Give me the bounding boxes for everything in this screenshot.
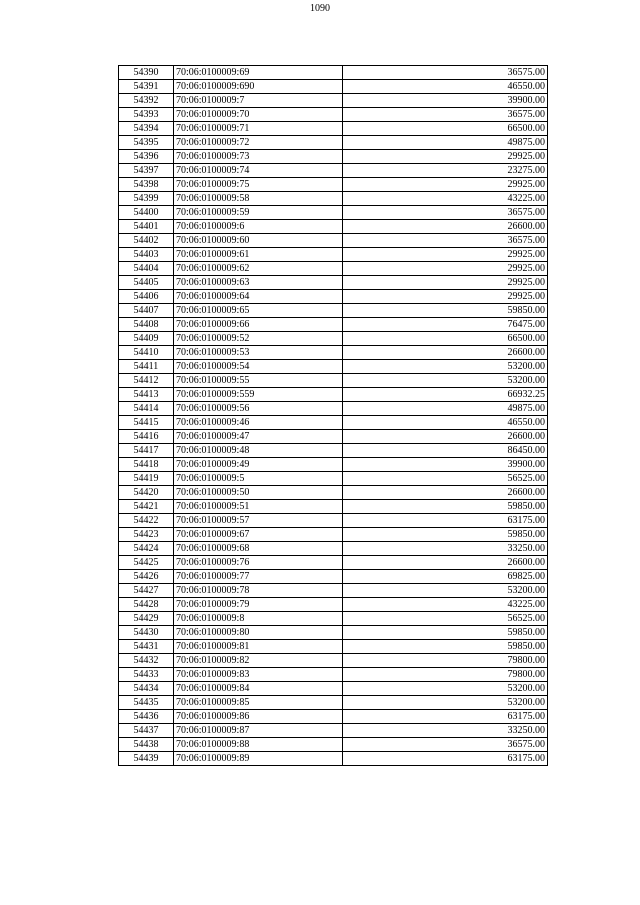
- page-number: 1090: [310, 3, 330, 14]
- row-number-cell: 54396: [119, 150, 174, 164]
- cadastral-number-cell: 70:06:0100009:54: [174, 360, 343, 374]
- row-number-cell: 54406: [119, 290, 174, 304]
- cadastral-number-cell: 70:06:0100009:49: [174, 458, 343, 472]
- row-number-cell: 54402: [119, 234, 174, 248]
- table-row: [119, 416, 548, 430]
- table-row: [119, 612, 548, 626]
- value-cell: 56525.00: [343, 472, 548, 486]
- cadastral-number-cell: 70:06:0100009:46: [174, 416, 343, 430]
- row-number-cell: 54395: [119, 136, 174, 150]
- value-cell: 86450.00: [343, 444, 548, 458]
- cadastral-number-cell: 70:06:0100009:57: [174, 514, 343, 528]
- value-cell: 56525.00: [343, 612, 548, 626]
- value-cell: 23275.00: [343, 164, 548, 178]
- row-number-cell: 54425: [119, 556, 174, 570]
- row-number-cell: 54435: [119, 696, 174, 710]
- row-number-cell: 54412: [119, 374, 174, 388]
- table-row: [119, 668, 548, 682]
- value-cell: 59850.00: [343, 500, 548, 514]
- table-row: [119, 192, 548, 206]
- row-number-cell: 54415: [119, 416, 174, 430]
- row-number-cell: 54418: [119, 458, 174, 472]
- cadastral-number-cell: 70:06:0100009:84: [174, 682, 343, 696]
- value-cell: 46550.00: [343, 416, 548, 430]
- cadastral-number-cell: 70:06:0100009:67: [174, 528, 343, 542]
- row-number-cell: 54405: [119, 276, 174, 290]
- cadastral-number-cell: 70:06:0100009:52: [174, 332, 343, 346]
- value-cell: 66932.25: [343, 388, 548, 402]
- row-number-cell: 54411: [119, 360, 174, 374]
- cadastral-number-cell: 70:06:0100009:55: [174, 374, 343, 388]
- table-row: [119, 332, 548, 346]
- table-row: [119, 150, 548, 164]
- value-cell: 33250.00: [343, 724, 548, 738]
- value-cell: 26600.00: [343, 346, 548, 360]
- cadastral-number-cell: 70:06:0100009:58: [174, 192, 343, 206]
- value-cell: 66500.00: [343, 122, 548, 136]
- cadastral-number-cell: 70:06:0100009:51: [174, 500, 343, 514]
- cadastral-number-cell: 70:06:0100009:83: [174, 668, 343, 682]
- row-number-cell: 54398: [119, 178, 174, 192]
- value-cell: 46550.00: [343, 80, 548, 94]
- table-row: [119, 94, 548, 108]
- value-cell: 26600.00: [343, 430, 548, 444]
- cadastral-number-cell: 70:06:0100009:7: [174, 94, 343, 108]
- cadastral-number-cell: 70:06:0100009:56: [174, 402, 343, 416]
- table-row: [119, 500, 548, 514]
- table-row: [119, 486, 548, 500]
- table-row: [119, 346, 548, 360]
- value-cell: 59850.00: [343, 626, 548, 640]
- table-row: [119, 584, 548, 598]
- cadastral-number-cell: 70:06:0100009:8: [174, 612, 343, 626]
- row-number-cell: 54431: [119, 640, 174, 654]
- cadastral-number-cell: 70:06:0100009:65: [174, 304, 343, 318]
- row-number-cell: 54392: [119, 94, 174, 108]
- cadastral-number-cell: 70:06:0100009:74: [174, 164, 343, 178]
- cadastral-number-cell: 70:06:0100009:62: [174, 262, 343, 276]
- table-row: [119, 304, 548, 318]
- row-number-cell: 54428: [119, 598, 174, 612]
- value-cell: 53200.00: [343, 374, 548, 388]
- row-number-cell: 54400: [119, 206, 174, 220]
- value-cell: 76475.00: [343, 318, 548, 332]
- cadastral-number-cell: 70:06:0100009:73: [174, 150, 343, 164]
- cadastral-number-cell: 70:06:0100009:59: [174, 206, 343, 220]
- table-row: [119, 178, 548, 192]
- table-row: [119, 66, 548, 80]
- cadastral-number-cell: 70:06:0100009:47: [174, 430, 343, 444]
- value-cell: 36575.00: [343, 234, 548, 248]
- row-number-cell: 54414: [119, 402, 174, 416]
- table-row: [119, 556, 548, 570]
- cadastral-number-cell: 70:06:0100009:75: [174, 178, 343, 192]
- value-cell: 69825.00: [343, 570, 548, 584]
- cadastral-number-cell: 70:06:0100009:48: [174, 444, 343, 458]
- table-row: [119, 318, 548, 332]
- value-cell: 26600.00: [343, 556, 548, 570]
- value-cell: 29925.00: [343, 290, 548, 304]
- table-row: [119, 738, 548, 752]
- cadastral-number-cell: 70:06:0100009:78: [174, 584, 343, 598]
- value-cell: 36575.00: [343, 738, 548, 752]
- row-number-cell: 54437: [119, 724, 174, 738]
- table-row: [119, 626, 548, 640]
- row-number-cell: 54438: [119, 738, 174, 752]
- row-number-cell: 54433: [119, 668, 174, 682]
- value-cell: 26600.00: [343, 220, 548, 234]
- row-number-cell: 54423: [119, 528, 174, 542]
- cadastral-number-cell: 70:06:0100009:86: [174, 710, 343, 724]
- row-number-cell: 54401: [119, 220, 174, 234]
- row-number-cell: 54439: [119, 752, 174, 766]
- row-number-cell: 54390: [119, 66, 174, 80]
- cadastral-number-cell: 70:06:0100009:88: [174, 738, 343, 752]
- cadastral-number-cell: 70:06:0100009:70: [174, 108, 343, 122]
- table-row: [119, 136, 548, 150]
- value-cell: 66500.00: [343, 332, 548, 346]
- table-row: [119, 248, 548, 262]
- table-row: [119, 206, 548, 220]
- row-number-cell: 54413: [119, 388, 174, 402]
- table-row: [119, 360, 548, 374]
- row-number-cell: 54417: [119, 444, 174, 458]
- table-row: [119, 598, 548, 612]
- row-number-cell: 54430: [119, 626, 174, 640]
- table-row: [119, 374, 548, 388]
- table-row: [119, 654, 548, 668]
- row-number-cell: 54422: [119, 514, 174, 528]
- cadastral-number-cell: 70:06:0100009:72: [174, 136, 343, 150]
- row-number-cell: 54420: [119, 486, 174, 500]
- cadastral-number-cell: 70:06:0100009:64: [174, 290, 343, 304]
- table-row: [119, 108, 548, 122]
- table-row: [119, 514, 548, 528]
- cadastral-number-cell: 70:06:0100009:60: [174, 234, 343, 248]
- value-cell: 63175.00: [343, 752, 548, 766]
- value-cell: 49875.00: [343, 136, 548, 150]
- value-cell: 43225.00: [343, 598, 548, 612]
- row-number-cell: 54394: [119, 122, 174, 136]
- value-cell: 29925.00: [343, 248, 548, 262]
- cadastral-number-cell: 70:06:0100009:89: [174, 752, 343, 766]
- row-number-cell: 54419: [119, 472, 174, 486]
- table-row: [119, 388, 548, 402]
- value-cell: 59850.00: [343, 528, 548, 542]
- value-cell: 43225.00: [343, 192, 548, 206]
- cadastral-number-cell: 70:06:0100009:66: [174, 318, 343, 332]
- table-row: [119, 220, 548, 234]
- row-number-cell: 54408: [119, 318, 174, 332]
- value-cell: 36575.00: [343, 108, 548, 122]
- row-number-cell: 54432: [119, 654, 174, 668]
- cadastral-number-cell: 70:06:0100009:85: [174, 696, 343, 710]
- cadastral-number-cell: 70:06:0100009:76: [174, 556, 343, 570]
- cadastral-number-cell: 70:06:0100009:6: [174, 220, 343, 234]
- value-cell: 29925.00: [343, 178, 548, 192]
- table-row: [119, 682, 548, 696]
- table-row: [119, 570, 548, 584]
- row-number-cell: 54416: [119, 430, 174, 444]
- value-cell: 39900.00: [343, 94, 548, 108]
- value-cell: 49875.00: [343, 402, 548, 416]
- row-number-cell: 54426: [119, 570, 174, 584]
- row-number-cell: 54410: [119, 346, 174, 360]
- table-row: [119, 528, 548, 542]
- row-number-cell: 54421: [119, 500, 174, 514]
- value-cell: 29925.00: [343, 150, 548, 164]
- table-row: [119, 122, 548, 136]
- value-cell: 53200.00: [343, 584, 548, 598]
- value-cell: 29925.00: [343, 262, 548, 276]
- table-row: [119, 710, 548, 724]
- row-number-cell: 54427: [119, 584, 174, 598]
- row-number-cell: 54429: [119, 612, 174, 626]
- cadastral-number-cell: 70:06:0100009:53: [174, 346, 343, 360]
- value-cell: 53200.00: [343, 696, 548, 710]
- row-number-cell: 54407: [119, 304, 174, 318]
- table-row: [119, 752, 548, 766]
- table-row: [119, 444, 548, 458]
- table-row: [119, 234, 548, 248]
- cadastral-number-cell: 70:06:0100009:61: [174, 248, 343, 262]
- row-number-cell: 54436: [119, 710, 174, 724]
- value-cell: 26600.00: [343, 486, 548, 500]
- value-cell: 39900.00: [343, 458, 548, 472]
- table-row: [119, 262, 548, 276]
- table-row: [119, 164, 548, 178]
- row-number-cell: 54424: [119, 542, 174, 556]
- cadastral-number-cell: 70:06:0100009:690: [174, 80, 343, 94]
- registry-table-body: [119, 66, 548, 766]
- row-number-cell: 54399: [119, 192, 174, 206]
- value-cell: 36575.00: [343, 66, 548, 80]
- value-cell: 29925.00: [343, 276, 548, 290]
- table-row: [119, 402, 548, 416]
- table-row: [119, 724, 548, 738]
- cadastral-number-cell: 70:06:0100009:80: [174, 626, 343, 640]
- row-number-cell: 54397: [119, 164, 174, 178]
- table-row: [119, 276, 548, 290]
- table-row: [119, 458, 548, 472]
- cadastral-number-cell: 70:06:0100009:82: [174, 654, 343, 668]
- table-row: [119, 472, 548, 486]
- value-cell: 36575.00: [343, 206, 548, 220]
- value-cell: 59850.00: [343, 640, 548, 654]
- row-number-cell: 54409: [119, 332, 174, 346]
- table-row: [119, 696, 548, 710]
- cadastral-number-cell: 70:06:0100009:69: [174, 66, 343, 80]
- row-number-cell: 54434: [119, 682, 174, 696]
- value-cell: 63175.00: [343, 514, 548, 528]
- registry-table: [118, 65, 548, 766]
- value-cell: 53200.00: [343, 682, 548, 696]
- cadastral-number-cell: 70:06:0100009:559: [174, 388, 343, 402]
- table-row: [119, 290, 548, 304]
- value-cell: 79800.00: [343, 668, 548, 682]
- row-number-cell: 54404: [119, 262, 174, 276]
- cadastral-number-cell: 70:06:0100009:71: [174, 122, 343, 136]
- row-number-cell: 54403: [119, 248, 174, 262]
- table-row: [119, 80, 548, 94]
- cadastral-number-cell: 70:06:0100009:87: [174, 724, 343, 738]
- cadastral-number-cell: 70:06:0100009:50: [174, 486, 343, 500]
- table-row: [119, 542, 548, 556]
- value-cell: 63175.00: [343, 710, 548, 724]
- value-cell: 53200.00: [343, 360, 548, 374]
- cadastral-number-cell: 70:06:0100009:68: [174, 542, 343, 556]
- row-number-cell: 54393: [119, 108, 174, 122]
- cadastral-number-cell: 70:06:0100009:81: [174, 640, 343, 654]
- cadastral-number-cell: 70:06:0100009:79: [174, 598, 343, 612]
- cadastral-number-cell: 70:06:0100009:5: [174, 472, 343, 486]
- cadastral-number-cell: 70:06:0100009:77: [174, 570, 343, 584]
- value-cell: 59850.00: [343, 304, 548, 318]
- table-row: [119, 640, 548, 654]
- value-cell: 79800.00: [343, 654, 548, 668]
- table-row: [119, 430, 548, 444]
- row-number-cell: 54391: [119, 80, 174, 94]
- value-cell: 33250.00: [343, 542, 548, 556]
- cadastral-number-cell: 70:06:0100009:63: [174, 276, 343, 290]
